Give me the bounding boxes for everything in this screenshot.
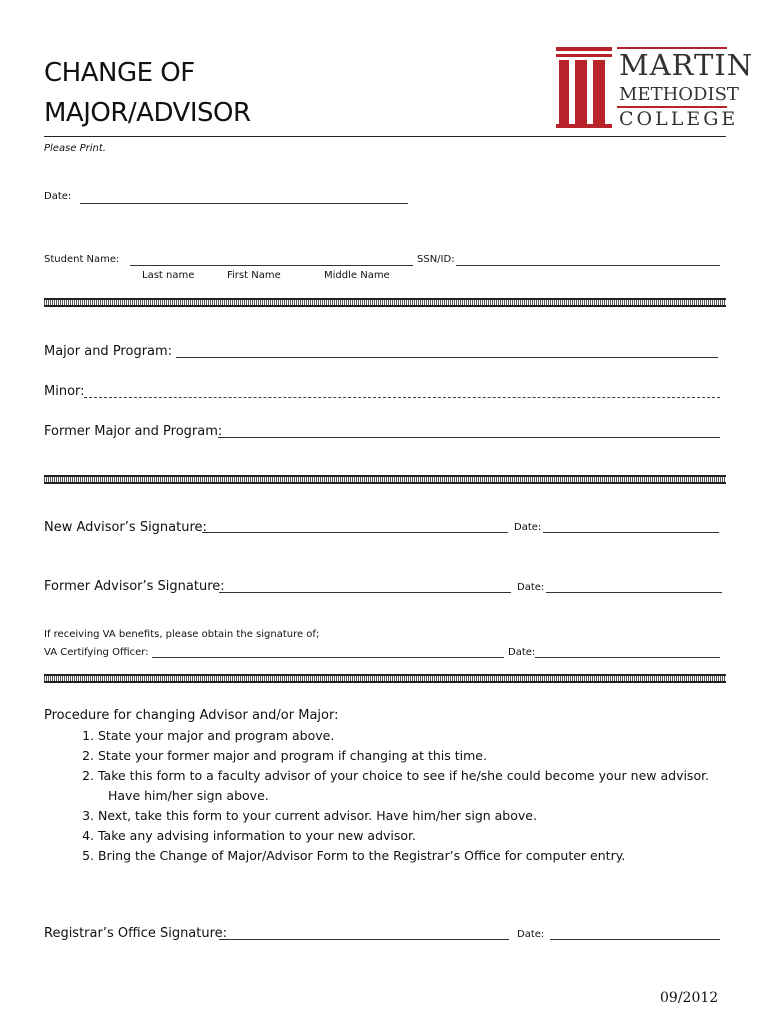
first-name-caption: First Name [227, 270, 281, 281]
former-major-label: Former Major and Program: [44, 424, 223, 439]
section-divider-1 [44, 298, 726, 307]
section-divider-2 [44, 475, 726, 484]
ssn-label: SSN/ID: [417, 254, 455, 265]
procedure-heading: Procedure for changing Advisor and/or Major: [44, 708, 339, 723]
registrar-signature-field[interactable] [219, 939, 509, 940]
registrar-label: Registrar’s Office Signature: [44, 926, 228, 941]
procedure-step: 2. State your former major and program if changing at this time. [82, 748, 487, 763]
logo-text-martin: MARTIN [619, 48, 754, 82]
new-advisor-date-field[interactable] [543, 532, 719, 533]
form-revision-date: 09/2012 [660, 990, 719, 1006]
procedure-step: 3. Next, take this form to your current advisor. Have him/her sign above. [82, 808, 537, 823]
section-divider-3 [44, 674, 726, 683]
last-name-caption: Last name [142, 270, 195, 281]
va-officer-label: VA Certifying Officer: [44, 647, 149, 658]
va-officer-signature-field[interactable] [152, 657, 504, 658]
please-print-note: Please Print. [44, 143, 106, 154]
logo-text-methodist: METHODIST [619, 84, 739, 105]
ssn-field[interactable] [456, 265, 720, 266]
logo-text-college: COLLEGE [619, 108, 739, 130]
major-field[interactable] [176, 357, 718, 358]
former-advisor-signature-field[interactable] [219, 592, 511, 593]
registrar-date-label: Date: [517, 929, 545, 940]
new-advisor-label: New Advisor’s Signature: [44, 520, 207, 535]
page-title-line1: CHANGE OF [44, 58, 195, 88]
major-label: Major and Program: [44, 344, 173, 359]
date-field[interactable] [80, 203, 408, 204]
va-date-label: Date: [508, 647, 536, 658]
procedure-step: 4. Take any advising information to your new advisor. [82, 828, 417, 843]
page-title-line2: MAJOR/ADVISOR [44, 98, 251, 128]
student-name-label: Student Name: [44, 254, 120, 265]
former-advisor-label: Former Advisor’s Signature: [44, 579, 225, 594]
former-advisor-date-field[interactable] [546, 592, 722, 593]
procedure-step: Have him/her sign above. [107, 788, 269, 803]
procedure-step: 2. Take this form to a faculty advisor of your choice to see if he/she could become your new advisor. [82, 768, 710, 783]
va-note: If receiving VA benefits, please obtain the signature of; [44, 629, 320, 640]
date-label: Date: [44, 191, 72, 202]
minor-field[interactable] [84, 397, 720, 398]
student-name-field[interactable] [130, 265, 413, 266]
procedure-step: 5. Bring the Change of Major/Advisor Form to the Registrar’s Office for computer entry. [82, 848, 626, 863]
former-major-field[interactable] [218, 437, 720, 438]
college-logo [553, 44, 754, 134]
procedure-list [44, 726, 709, 866]
registrar-date-field[interactable] [550, 939, 720, 940]
minor-label: Minor: [44, 384, 85, 399]
middle-name-caption: Middle Name [324, 270, 390, 281]
new-advisor-signature-field[interactable] [202, 532, 508, 533]
va-date-field[interactable] [535, 657, 720, 658]
new-advisor-date-label: Date: [514, 522, 542, 533]
procedure-step: 1. State your major and program above. [82, 728, 335, 743]
former-advisor-date-label: Date: [517, 582, 545, 593]
title-divider [44, 136, 726, 137]
